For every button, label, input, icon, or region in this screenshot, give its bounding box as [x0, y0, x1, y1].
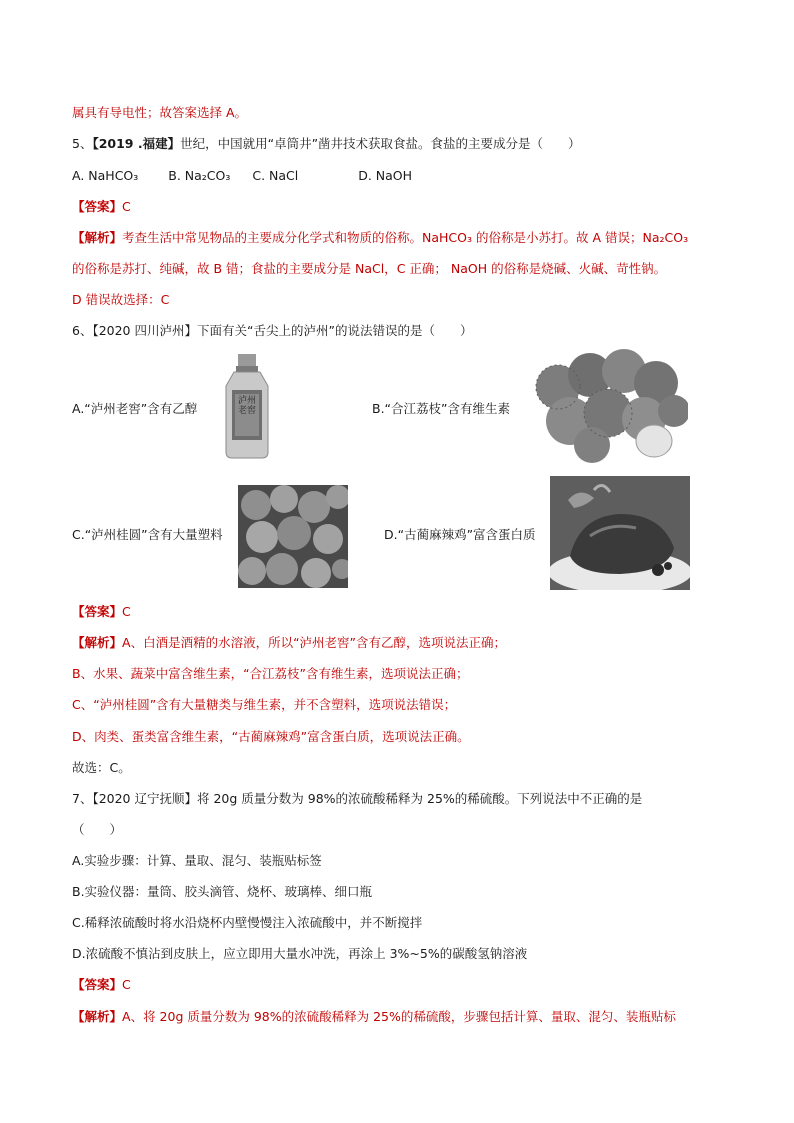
q5-analysis-1: [72, 229, 688, 247]
spicy-chicken-image: [550, 476, 690, 590]
q5-analysis-label: 【解析】: [72, 230, 123, 245]
q7-stem-text: 将 20g 质量分数为 98%的浓硫酸稀释为 25%的稀硫酸。下列说法中不正确的是: [197, 791, 643, 806]
q7-analysis-label: 【解析】: [72, 1009, 123, 1024]
q5-source: 【2019 .福建】: [92, 136, 181, 151]
q6-answer-label: 【答案】: [72, 604, 123, 619]
longan-image: [238, 485, 348, 588]
q6-stem-text: 下面有关“舌尖上的泸州”的说法错误的是（ ）: [197, 323, 473, 338]
q7-answer: [72, 976, 131, 994]
q5-options: [72, 167, 412, 185]
q5-stem-text: 世纪，中国就用“卓筒井”凿井技术获取食盐。食盐的主要成分是（ ）: [180, 136, 581, 151]
q6-analysis-4: D、肉类、蛋类富含维生素，“古蔺麻辣鸡”富含蛋白质，选项说法正确。: [72, 729, 470, 744]
baijiu-bottle-image: [218, 352, 276, 460]
q6-conclusion: 故选：C。: [72, 760, 131, 775]
q5-analysis-2: 的俗称是苏打、纯碱，故 B 错；食盐的主要成分是 NaCl，C 正确； NaOH 的俗称是烧碱、火碱、苛性钠。: [72, 261, 667, 276]
q7-option-b: B.实验仪器：量筒、胶头滴管、烧杯、玻璃棒、细口瓶: [72, 884, 373, 899]
q6-number: 6、: [72, 323, 93, 338]
q6-source: 【2020 四川泸州】: [92, 323, 197, 338]
q6-analysis-1: [72, 634, 506, 652]
q7-paren: （ ）: [72, 822, 123, 837]
lychee-image: [528, 349, 688, 465]
q5-analysis-3: D 错误故选择：C: [72, 292, 170, 307]
q7-option-d: D.浓硫酸不慎沾到皮肤上，应立即用大量水冲洗，再涂上 3%~5%的碳酸氢钠溶液: [72, 946, 528, 961]
q5-option-a: A. NaHCO₃: [72, 168, 139, 183]
q5-stem: [72, 135, 581, 153]
q6-option-b: B.“合江荔枝”含有维生素: [372, 401, 511, 416]
q7-answer-label: 【答案】: [72, 977, 123, 992]
q6-stem: [72, 322, 472, 340]
q6-answer-value: C: [122, 604, 131, 619]
q6-answer: [72, 603, 131, 621]
q5-option-c: C. NaCl: [252, 168, 299, 183]
q6-analysis-3: C、“泸州桂圆”含有大量糖类与维生素，并不含塑料，选项说法错误；: [72, 697, 457, 712]
q6-option-c: C.“泸州桂圆”含有大量塑料: [72, 527, 223, 542]
q7-option-c: C.稀释浓硫酸时将水沿烧杯内壁慢慢注入浓硫酸中，并不断搅拌: [72, 915, 423, 930]
q6-analysis-label: 【解析】: [72, 635, 123, 650]
q6-analysis-2: B、水果、蔬菜中富含维生素，“合江荔枝”含有维生素，选项说法正确；: [72, 666, 469, 681]
q5-answer-label: 【答案】: [72, 199, 123, 214]
q5-answer: [72, 198, 131, 216]
q7-stem: [72, 790, 642, 808]
bottle-label: 泸州老窖: [237, 396, 256, 416]
q7-analysis-1: [72, 1008, 676, 1026]
q5-option-b: B. Na₂CO₃: [168, 168, 231, 183]
q6-option-d: D.“古蔺麻辣鸡”富含蛋白质: [384, 527, 536, 542]
q7-analysis-text-1: A、将 20g 质量分数为 98%的浓硫酸稀释为 25%的稀硫酸，步骤包括计算、量取、混匀、装瓶贴标: [122, 1009, 676, 1024]
q6-option-a: A.“泸州老窖”含有乙醇: [72, 401, 198, 416]
q5-number: 5、: [72, 136, 93, 151]
q5-answer-value: C: [122, 199, 131, 214]
q5-option-d: D. NaOH: [358, 168, 413, 183]
q5-analysis-text-1: 考查生活中常见物品的主要成分化学式和物质的俗称。NaHCO₃ 的俗称是小苏打。故 A 错误；Na₂CO₃: [122, 230, 689, 245]
prev-answer-tail: 属具有导电性；故答案选择 A。: [72, 105, 248, 120]
q6-analysis-text-1: A、白酒是酒精的水溶液，所以“泸州老窖”含有乙醇，选项说法正确；: [122, 635, 507, 650]
q7-number: 7、: [72, 791, 93, 806]
q7-answer-value: C: [122, 977, 131, 992]
q7-source: 【2020 辽宁抚顺】: [92, 791, 197, 806]
q7-option-a: A.实验步骤：计算、量取、混匀、装瓶贴标签: [72, 853, 322, 868]
